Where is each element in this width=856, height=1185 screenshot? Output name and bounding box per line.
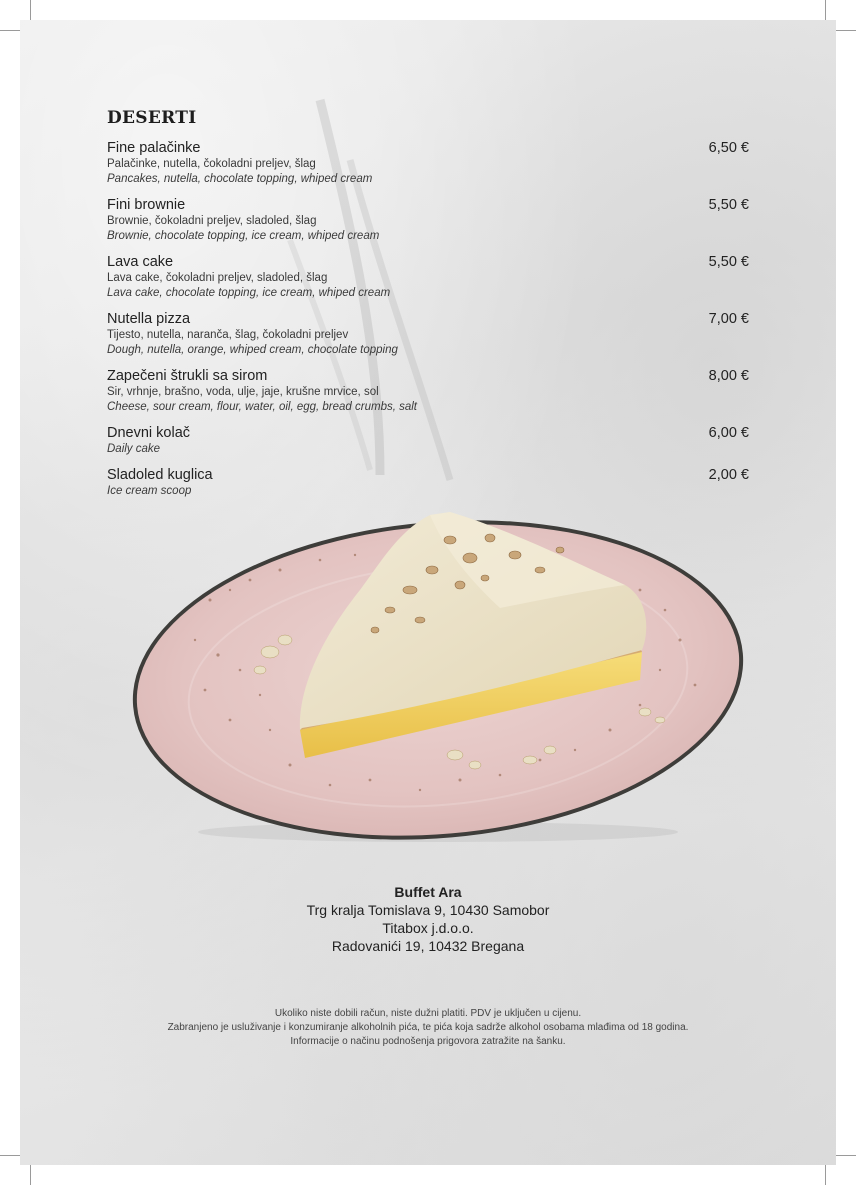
crop-mark bbox=[836, 1155, 856, 1156]
item-description-en: Dough, nutella, orange, whiped cream, chocolate topping bbox=[107, 344, 398, 356]
item-name: Sladoled kuglica bbox=[107, 467, 213, 483]
item-name: Fini brownie bbox=[107, 197, 186, 213]
item-price: 7,00 € bbox=[708, 311, 749, 327]
crop-mark bbox=[825, 1165, 826, 1185]
item-description-hr: Sir, vrhnje, brašno, voda, ulje, jaje, krušne mrvice, sol bbox=[107, 386, 379, 398]
item-description-en: Cheese, sour cream, flour, water, oil, egg, bread crumbs, salt bbox=[107, 401, 418, 413]
crop-mark bbox=[0, 1155, 20, 1156]
menu-item bbox=[107, 196, 749, 243]
item-description-en: Daily cake bbox=[107, 443, 161, 455]
business-name: Buffet Ara bbox=[394, 884, 462, 900]
menu-page bbox=[20, 20, 836, 1165]
item-price: 5,50 € bbox=[708, 254, 749, 270]
cake-slice-photo bbox=[120, 480, 745, 845]
section-title: DESERTI bbox=[107, 108, 197, 128]
notice-line: Zabranjeno je usluživanje i konzumiranje alkoholnih pića, te pića koja sadrže alkohol osobama mlađima od 18 godina. bbox=[167, 1022, 689, 1033]
legal-notice bbox=[20, 1007, 836, 1049]
item-description-en: Pancakes, nutella, chocolate topping, whiped cream bbox=[107, 173, 373, 185]
menu-item bbox=[107, 367, 749, 414]
item-price: 8,00 € bbox=[708, 368, 749, 384]
item-name: Dnevni kolač bbox=[107, 425, 191, 441]
address-line: Radovanići 19, 10432 Bregana bbox=[331, 938, 525, 954]
item-name: Lava cake bbox=[107, 254, 174, 270]
address-line: Trg kralja Tomislava 9, 10430 Samobor bbox=[306, 902, 550, 918]
crop-mark bbox=[30, 1165, 31, 1185]
crop-mark bbox=[30, 0, 31, 20]
restaurant-address bbox=[20, 883, 836, 955]
crop-mark bbox=[0, 30, 20, 31]
item-description-en: Lava cake, chocolate topping, ice cream, whiped cream bbox=[107, 287, 391, 299]
menu-item bbox=[107, 253, 749, 300]
item-price: 6,50 € bbox=[708, 140, 749, 156]
notice-line: Ukoliko niste dobili račun, niste dužni platiti. PDV je uključen u cijenu. bbox=[274, 1008, 582, 1019]
item-name: Nutella pizza bbox=[107, 311, 191, 327]
item-name: Fine palačinke bbox=[107, 140, 201, 156]
menu-item bbox=[107, 424, 749, 456]
item-description-hr: Tijesto, nutella, naranča, šlag, čokoladni preljev bbox=[107, 329, 349, 341]
item-price: 6,00 € bbox=[708, 425, 749, 441]
item-description-en: Ice cream scoop bbox=[107, 485, 192, 497]
item-price: 2,00 € bbox=[708, 467, 749, 483]
item-description-hr: Lava cake, čokoladni preljev, sladoled, šlag bbox=[107, 272, 328, 284]
crop-mark bbox=[825, 0, 826, 20]
menu-item bbox=[107, 310, 749, 357]
item-description-hr: Brownie, čokoladni preljev, sladoled, šlag bbox=[107, 215, 317, 227]
item-name: Zapečeni štrukli sa sirom bbox=[107, 368, 268, 384]
item-price: 5,50 € bbox=[708, 197, 749, 213]
item-description-hr: Palačinke, nutella, čokoladni preljev, šlag bbox=[107, 158, 316, 170]
menu-item bbox=[107, 139, 749, 186]
company-name: Titabox j.d.o.o. bbox=[382, 920, 474, 936]
crop-mark bbox=[836, 30, 856, 31]
item-description-en: Brownie, chocolate topping, ice cream, whiped cream bbox=[107, 230, 380, 242]
notice-line: Informacije o načinu podnošenja prigovora zatražite na šanku. bbox=[290, 1036, 566, 1047]
